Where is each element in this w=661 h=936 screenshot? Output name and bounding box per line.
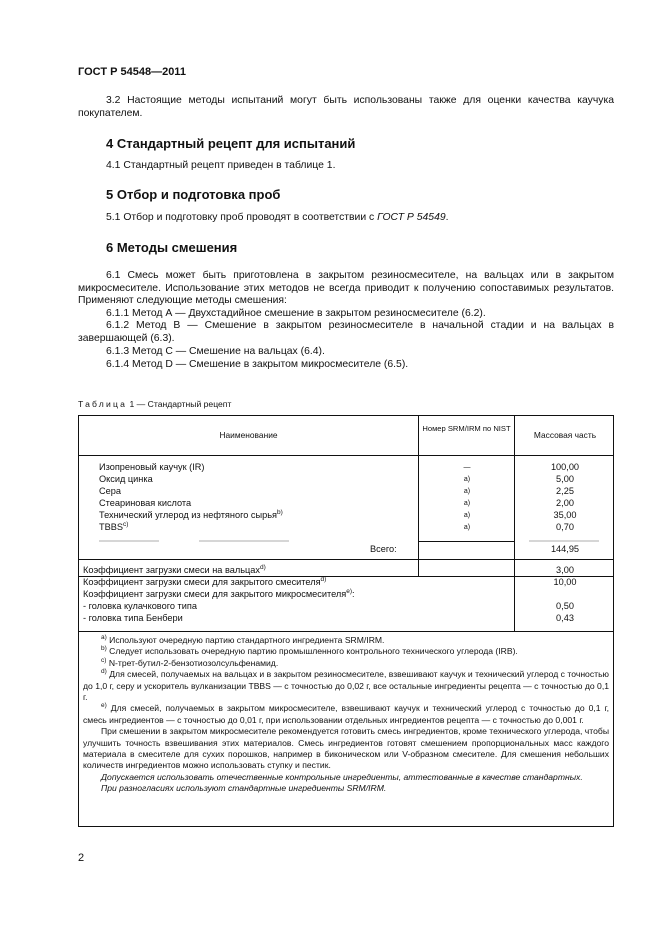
row-nist: a) (463, 524, 471, 531)
footnote-a: $^{a)}$ Используют очередную партию стандартного ингредиента SRM/IRM. (101, 634, 385, 645)
recipe-table (78, 415, 614, 827)
row-mass: 2,00 (556, 498, 574, 508)
coef-row: - головка типа Бенбери (83, 613, 183, 623)
section-4-title: 4 Стандартный рецепт для испытаний (106, 136, 356, 151)
row-mass: 5,00 (556, 474, 574, 484)
note-disagreement: При разногласиях используют стандартные ингредиенты SRM/IRM. (101, 783, 387, 794)
coef-value: 0,43 (556, 613, 574, 623)
row-name: Технический углерод из нефтяного сырья$^{b)}$ (99, 508, 283, 520)
row-nist: a) (463, 476, 471, 483)
row-name: TBBS$^{c)}$ (99, 520, 129, 532)
paragraph-5-1: 5.1 Отбор и подготовку проб проводят в соответствии с ГОСТ Р 54549. (106, 212, 449, 223)
paragraph-6-1: 6.1 Смесь может быть приготовлена в закрытом резиносмесителе, на вальцах или в закрытом микросмесителе. Использование этих методов не всегда приводит к получению сопоставимых результатов. Применяют следующие методы смешения: (78, 270, 614, 307)
row-name: Изопреновый каучук (IR) (99, 462, 205, 472)
row-nist: a) (463, 512, 471, 519)
note-microsmixer: При смешении в закрытом микросмесителе рекомендуется готовить смесь ингредиентов, кроме технического углерода, чтобы улучшить точность взвешивания этих материалов. Смесь ингредиентов готовят смешением пропорциональных масс каждого материала в смесителе для сухих порошков, например в биконическом или V-образном смесителе. Для смешения небольших количеств ингредиентов можно использовать ступку и пестик. (83, 726, 609, 771)
coef-row: Коэффициент загрузки смеси для закрытого смесителя$^{d)}$ (83, 575, 327, 587)
total-value: 144,95 (550, 544, 580, 554)
footnote-d: $^{d)}$ Для смесей, получаемых на вальцах и в закрытом резиносмесителе, взвешивают каучук и технический углерод с точностью до 1,0 г, серу и ускоритель вулканизации TBBS — с точностью до 0,02 г, все остальные ингредиенты рецепта — с точностью до 0,1 г. (83, 668, 609, 703)
coef-value: 3,00 (556, 565, 574, 575)
coef-value: 10,00 (553, 577, 577, 587)
document-header: ГОСТ Р 54548—2011 (78, 66, 186, 78)
method-b: 6.1.2 Метод В — Смешение в закрытом резиносмесителе в начальной стадии и на вальцах в завершающей (6.3). (78, 320, 614, 344)
row-mass: 35,00 (553, 510, 577, 520)
footnote-e: $^{e)}$ Для смесей, получаемых в закрытом микросмесителе, взвешивают каучук и технический углерод с точностью до 0,1 г, смесь ингредиентов — с точностью до 0,01 г, при использовании отдельных ингредиентов рецепта — с точностью до 0,001 г. (83, 702, 610, 725)
footnote-c: $^{c)}$ N-трет-бутил-2-бензотиозолсульфенамид. (101, 656, 279, 668)
table-caption: Таблица 1 — Стандартный рецепт (78, 399, 232, 409)
col-header-nist: Номер SRM/IRM по NIST (422, 424, 511, 433)
row-name: Стеариновая кислота (99, 498, 192, 508)
note-domestic: Допускается использовать отечественные контрольные ингредиенты, аттестованные в качестве стандартных. (101, 771, 583, 782)
coef-row: Коэффициент загрузки смеси для закрытого микросмесителя$^{e)}$: (83, 587, 355, 599)
section-5-title: 5 Отбор и подготовка проб (106, 187, 281, 202)
row-nist: — (463, 464, 471, 471)
row-mass: 2,25 (556, 486, 574, 496)
section-6-title: 6 Методы смешения (106, 240, 238, 255)
method-a: 6.1.1 Метод А — Двухстадийное смешение в закрытом резиносмесителе (6.2). (106, 308, 486, 319)
method-c: 6.1.3 Метод С — Смешение на вальцах (6.4). (106, 346, 325, 357)
paragraph-4-1: 4.1 Стандартный рецепт приведен в таблице 1. (106, 160, 336, 171)
row-name: Оксид цинка (99, 474, 153, 484)
page-number: 2 (78, 852, 85, 864)
table-footnotes (83, 635, 609, 795)
coef-value: 0,50 (556, 601, 574, 611)
total-label: Всего: (370, 544, 397, 554)
method-d: 6.1.4 Метод D — Смешение в закрытом микросмесителе (6.5). (106, 359, 409, 370)
paragraph-3-2: 3.2 Настоящие методы испытаний могут быть использованы также для оценки качества каучука покупателем. (78, 95, 614, 119)
row-mass: 100,00 (550, 462, 580, 472)
col-header-name: Наименование (219, 430, 278, 440)
row-mass: 0,70 (556, 522, 574, 532)
coef-row: Коэффициент загрузки смеси на вальцах$^{d)}$ (83, 563, 266, 575)
row-nist: a) (463, 500, 471, 507)
row-nist: a) (463, 488, 471, 495)
footnote-b: $^{b)}$ Следует использовать очередную партию промышленного контрольного технического углерода (IRB). (101, 645, 518, 657)
standard-reference: ГОСТ Р 54549 (377, 212, 446, 223)
coef-row: - головка кулачкового типа (83, 601, 197, 611)
col-header-mass: Массовая часть (533, 430, 597, 440)
row-name: Сера (99, 486, 121, 496)
